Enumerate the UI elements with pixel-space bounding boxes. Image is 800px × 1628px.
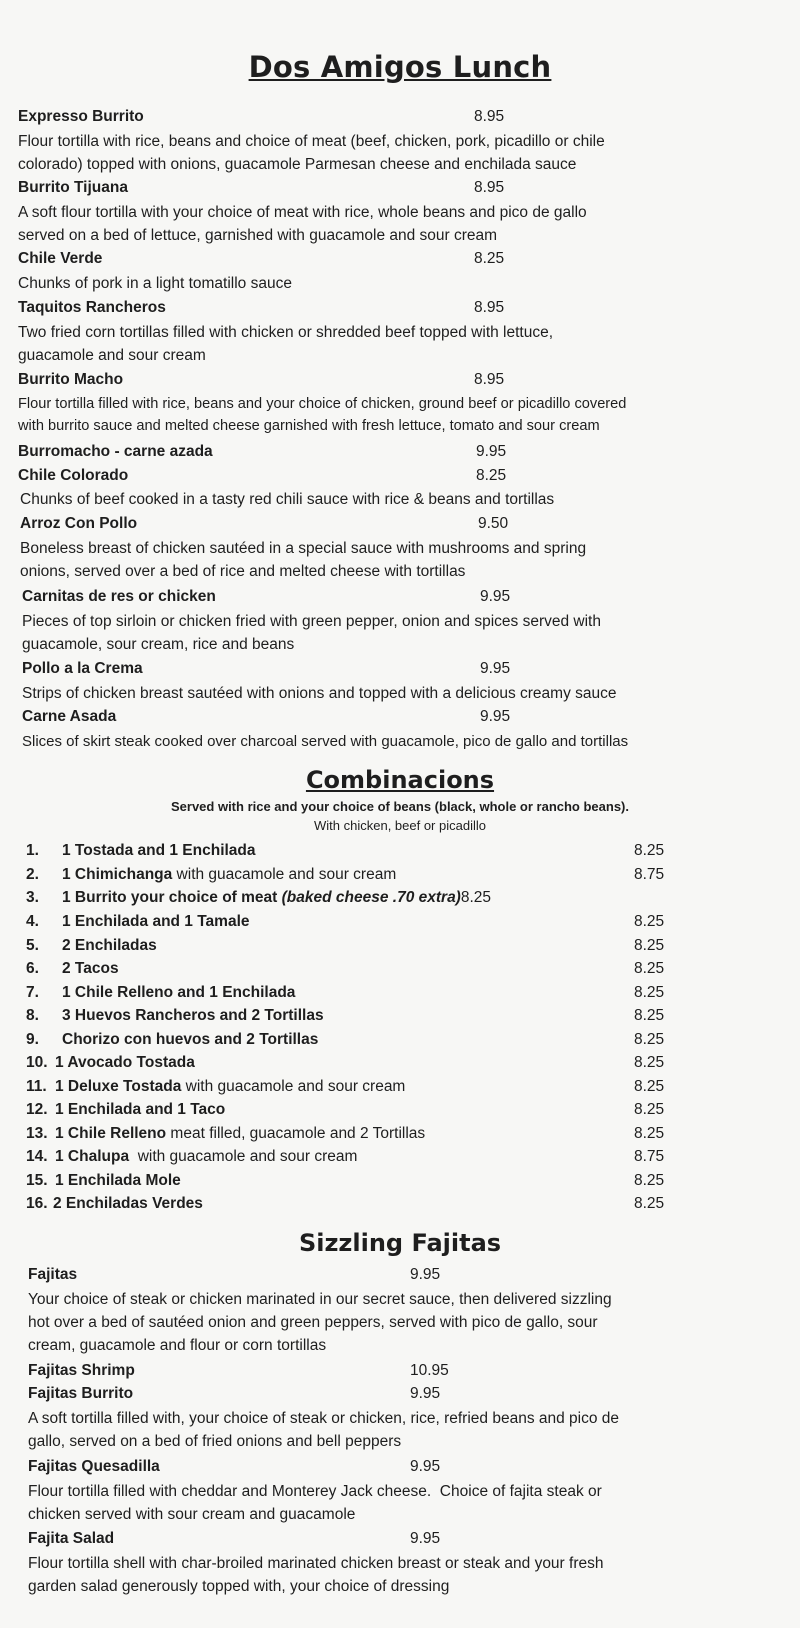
combo-price: 8.75 xyxy=(634,866,665,883)
combo-number: 3. xyxy=(26,889,39,906)
lunch-item-price: 8.25 xyxy=(476,467,507,484)
lunch-item-price: 9.95 xyxy=(480,588,511,605)
combo-name: Chorizo con huevos and 2 Tortillas xyxy=(62,1031,319,1048)
lunch-item-name: Expresso Burrito xyxy=(18,108,144,125)
combo-number: 15. xyxy=(26,1172,48,1189)
combo-name: 3 Huevos Rancheros and 2 Tortillas xyxy=(62,1007,324,1024)
fajita-item-desc: Flour tortilla shell with char-broiled marinated chicken breast or steak and your fresh xyxy=(28,1555,604,1572)
lunch-item-price: 9.95 xyxy=(480,660,511,677)
combo-price: 8.25 xyxy=(634,937,665,954)
combo-price: 8.75 xyxy=(634,1148,665,1165)
lunch-item-name: Chile Colorado xyxy=(18,467,129,484)
combo-number: 2. xyxy=(26,866,39,883)
lunch-item-desc: Flour tortilla with rice, beans and choice of meat (beef, chicken, pork, picadillo or chile xyxy=(18,133,605,150)
lunch-item-price: 8.95 xyxy=(474,179,505,196)
fajita-item-desc: Flour tortilla filled with cheddar and Monterey Jack cheese. Choice of fajita steak or xyxy=(28,1483,602,1500)
lunch-item-desc: onions, served over a bed of rice and melted cheese with tortillas xyxy=(20,563,466,580)
combo-name: 2 Tacos xyxy=(62,960,119,977)
lunch-item-price: 9.95 xyxy=(480,708,511,725)
combo-number: 11. xyxy=(26,1078,47,1095)
combo-price: 8.25 xyxy=(634,913,665,930)
combo-name: 1 Enchilada and 1 Tamale xyxy=(62,913,250,930)
lunch-item-desc: guacamole and sour cream xyxy=(18,347,206,364)
combo-name: 1 Avocado Tostada xyxy=(55,1054,195,1071)
fajita-item-desc: garden salad generously topped with, your choice of dressing xyxy=(28,1578,450,1595)
fajita-item-price: 9.95 xyxy=(410,1530,441,1547)
lunch-item-price: 8.25 xyxy=(474,250,505,267)
lunch-item-desc: colorado) topped with onions, guacamole Parmesan cheese and enchilada sauce xyxy=(18,156,577,173)
combo-number: 12. xyxy=(26,1101,48,1118)
combo-name: 1 Chile Relleno meat filled, guacamole and 2 Tortillas xyxy=(55,1125,426,1142)
lunch-item-name: Chile Verde xyxy=(18,250,103,267)
combo-name: 1 Enchilada and 1 Taco xyxy=(55,1101,226,1118)
combo-price: 8.25 xyxy=(634,960,665,977)
lunch-item-desc: Flour tortilla filled with rice, beans and your choice of chicken, ground beef or picadillo covered xyxy=(18,396,627,412)
lunch-item-desc: Pieces of top sirloin or chicken fried with green pepper, onion and spices served with xyxy=(22,613,601,630)
combo-name: 1 Burrito your choice of meat (baked cheese .70 extra)8.25 xyxy=(62,889,492,906)
fajita-item-price: 9.95 xyxy=(410,1458,441,1475)
lunch-item-name: Pollo a la Crema xyxy=(22,660,143,677)
lunch-item-name: Carne Asada xyxy=(22,708,117,725)
lunch-item-price: 8.95 xyxy=(474,299,505,316)
combo-price: 8.25 xyxy=(634,1007,665,1024)
fajita-item-desc: cream, guacamole and flour or corn tortillas xyxy=(28,1337,327,1354)
fajita-item-name: Fajitas Quesadilla xyxy=(28,1458,160,1475)
combo-name: 1 Chalupa with guacamole and sour cream xyxy=(55,1148,358,1165)
combo-number: 13. xyxy=(26,1125,48,1142)
fajita-item-desc: Your choice of steak or chicken marinated in our secret sauce, then delivered sizzling xyxy=(28,1291,612,1308)
fajita-item-price: 9.95 xyxy=(410,1385,441,1402)
combo-name: 2 Enchiladas xyxy=(62,937,157,954)
lunch-item-desc: Slices of skirt steak cooked over charcoal served with guacamole, pico de gallo and tortillas xyxy=(22,733,629,750)
lunch-item-name: Burrito Macho xyxy=(18,371,124,388)
lunch-item-price: 9.50 xyxy=(478,515,509,532)
lunch-item-price: 8.95 xyxy=(474,108,505,125)
fajita-item-desc: chicken served with sour cream and guacamole xyxy=(28,1506,356,1523)
fajita-item-name: Fajitas Burrito xyxy=(28,1385,134,1402)
lunch-item-desc: Chunks of pork in a light tomatillo sauce xyxy=(18,275,292,292)
combo-number: 10. xyxy=(26,1054,48,1071)
combo-number: 1. xyxy=(26,842,39,859)
lunch-item-price: 9.95 xyxy=(476,443,507,460)
lunch-item-name: Burrito Tijuana xyxy=(18,179,128,196)
combo-number: 16. xyxy=(26,1195,48,1212)
combo-price: 8.25 xyxy=(634,1195,665,1212)
combo-price: 8.25 xyxy=(634,1101,665,1118)
combo-name: 1 Deluxe Tostada with guacamole and sour cream xyxy=(55,1078,406,1095)
fajita-item-name: Fajita Salad xyxy=(28,1530,115,1547)
fajita-item-price: 9.95 xyxy=(410,1266,441,1283)
combo-name: 1 Chimichanga with guacamole and sour cream xyxy=(62,866,397,883)
combo-number: 14. xyxy=(26,1148,48,1165)
lunch-item-name: Burromacho - carne azada xyxy=(18,443,213,460)
lunch-item-desc: Chunks of beef cooked in a tasty red chili sauce with rice & beans and tortillas xyxy=(20,491,555,508)
combos-title: Combinacions xyxy=(305,766,495,794)
lunch-item-name: Taquitos Rancheros xyxy=(18,299,166,316)
fajitas-title: Sizzling Fajitas xyxy=(298,1229,502,1257)
lunch-item-desc: guacamole, sour cream, rice and beans xyxy=(22,636,295,653)
combo-price: 8.25 xyxy=(634,1172,665,1189)
combo-name: 1 Tostada and 1 Enchilada xyxy=(62,842,256,859)
combo-number: 7. xyxy=(26,984,39,1001)
combo-price: 8.25 xyxy=(634,1031,665,1048)
fajita-item-desc: A soft tortilla filled with, your choice of steak or chicken, rice, refried beans and pico de xyxy=(28,1410,620,1427)
combos-subtitle-meat: With chicken, beef or picadillo xyxy=(314,818,486,833)
combo-price: 8.25 xyxy=(634,1054,665,1071)
lunch-item-price: 8.95 xyxy=(474,371,505,388)
combos-subtitle: Served with rice and your choice of beans (black, whole or rancho beans). xyxy=(170,799,629,814)
combo-price: 8.25 xyxy=(634,984,665,1001)
combo-number: 9. xyxy=(26,1031,39,1048)
combo-price: 8.25 xyxy=(634,1078,665,1095)
combo-number: 4. xyxy=(26,913,39,930)
combo-name: 1 Chile Relleno and 1 Enchilada xyxy=(62,984,296,1001)
fajita-item-desc: hot over a bed of sautéed onion and green peppers, served with pico de gallo, sour xyxy=(28,1314,598,1331)
combo-price: 8.25 xyxy=(634,1125,665,1142)
lunch-title: Dos Amigos Lunch xyxy=(248,50,552,84)
fajita-item-price: 10.95 xyxy=(410,1362,449,1379)
combo-price: 8.25 xyxy=(634,842,665,859)
combo-number: 6. xyxy=(26,960,39,977)
lunch-item-desc: A soft flour tortilla with your choice of meat with rice, whole beans and pico de gallo xyxy=(18,204,587,221)
lunch-item-desc: with burrito sauce and melted cheese garnished with fresh lettuce, tomato and sour cream xyxy=(18,418,600,434)
lunch-item-name: Arroz Con Pollo xyxy=(20,515,138,532)
lunch-item-desc: served on a bed of lettuce, garnished with guacamole and sour cream xyxy=(18,227,498,244)
fajita-item-desc: gallo, served on a bed of fried onions and bell peppers xyxy=(28,1433,402,1450)
fajita-item-name: Fajitas Shrimp xyxy=(28,1362,135,1379)
combo-number: 5. xyxy=(26,937,39,954)
combo-name: 1 Enchilada Mole xyxy=(55,1172,181,1189)
combo-number: 8. xyxy=(26,1007,39,1024)
combo-name: 2 Enchiladas Verdes xyxy=(53,1195,203,1212)
fajita-item-name: Fajitas xyxy=(28,1266,78,1283)
lunch-item-desc: Boneless breast of chicken sautéed in a special sauce with mushrooms and spring xyxy=(20,540,587,557)
lunch-item-desc: Strips of chicken breast sautéed with onions and topped with a delicious creamy sauce xyxy=(22,685,617,702)
lunch-item-desc: Two fried corn tortillas filled with chicken or shredded beef topped with lettuce, xyxy=(18,324,554,341)
lunch-item-name: Carnitas de res or chicken xyxy=(22,588,216,605)
